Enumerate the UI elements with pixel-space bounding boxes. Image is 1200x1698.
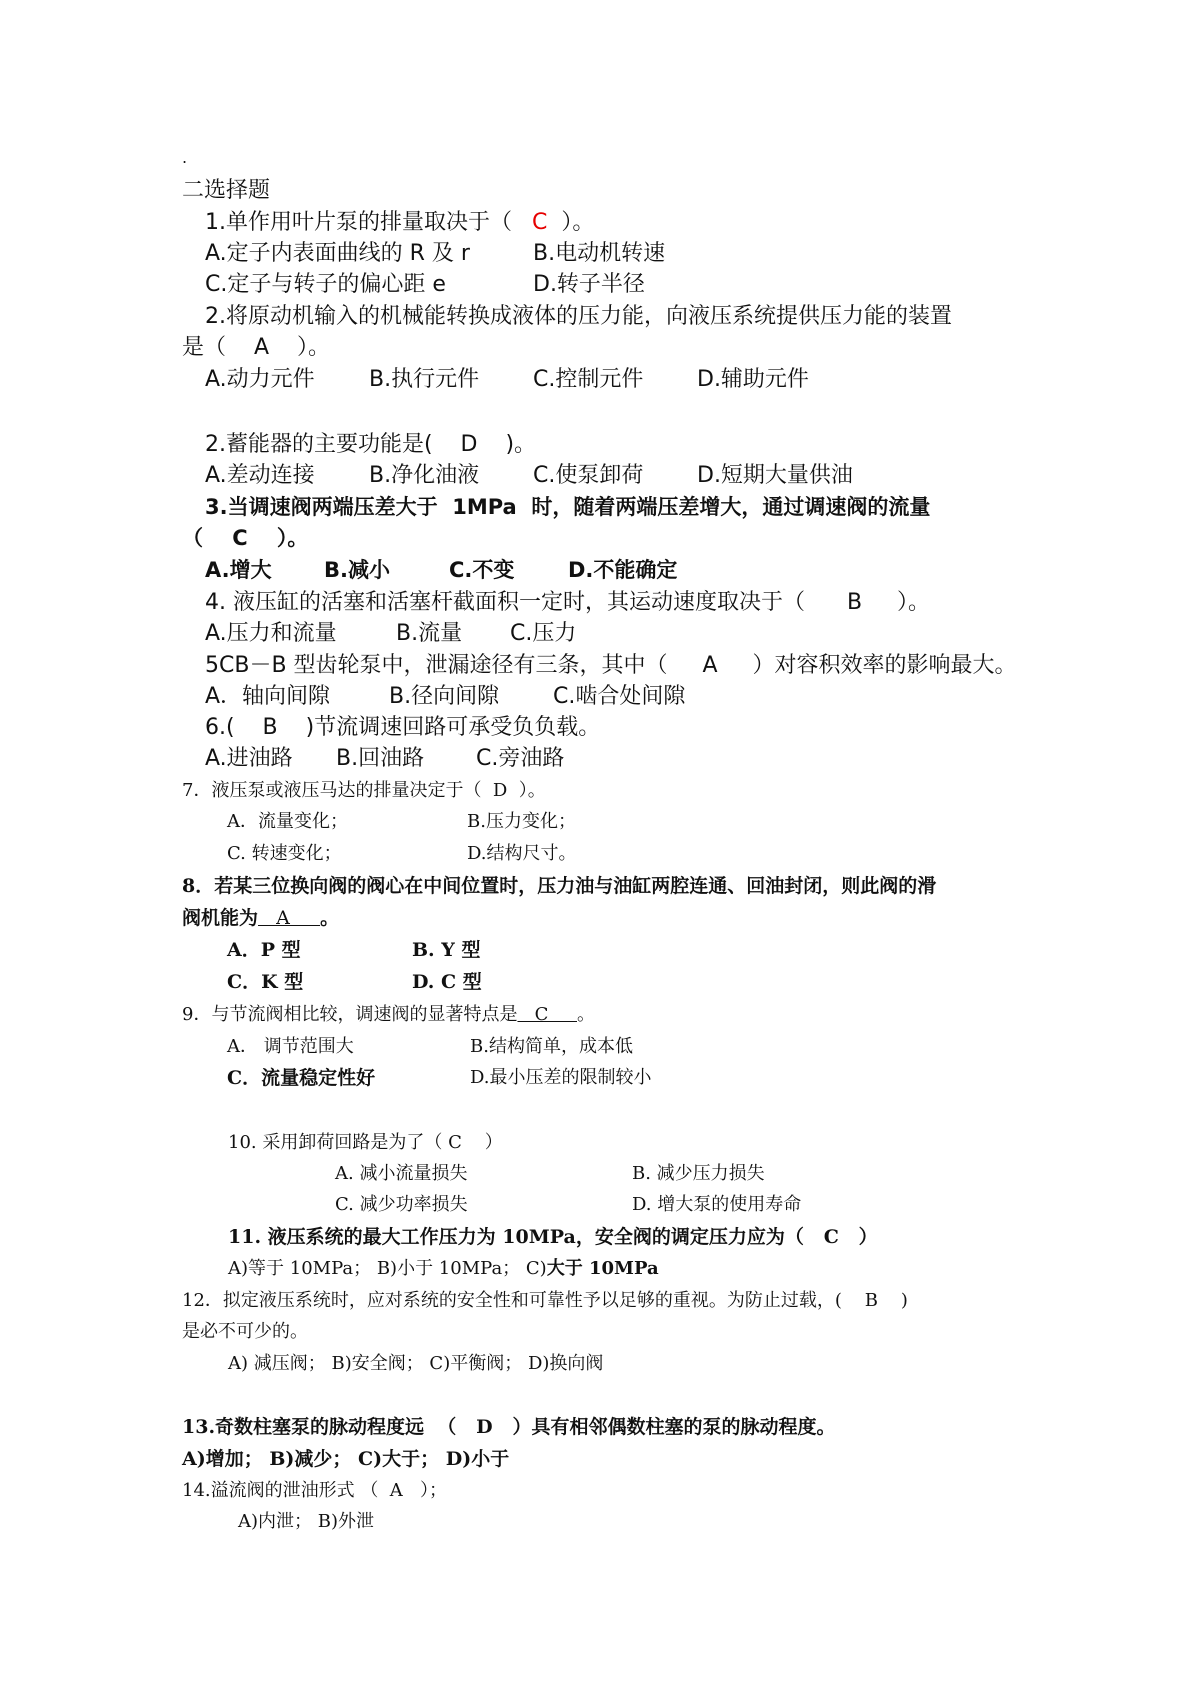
question-4-stem: 4. 液压缸的活塞和活塞杆截面积一定时，其运动速度取决于（ B ）。 [205,590,931,615]
question-9-option-c: C．流量稳定性好 [227,1067,376,1089]
question-1-answer: C [532,210,548,235]
question-8-stem-line-1: 8．若某三位换向阀的阀心在中间位置时，压力油与油缸两腔连通、回油封闭，则此阀的滑 [182,875,937,897]
question-4-option-b: B.流量 [396,621,463,646]
question-2b-option-b: B.净化油液 [369,463,480,488]
question-6-stem: 6.( B )节流调速回路可承受负负载。 [205,715,601,740]
question-5-stem: 5CB－B 型齿轮泵中，泄漏途径有三条，其中（ A ）对容积效率的影响最大。 [205,653,1017,678]
question-11-options-text: A)等于 10MPa； B)小于 10MPa； C) [228,1258,547,1279]
question-3-option-a: A.增大 [205,558,272,582]
question-8-option-d: D. C 型 [412,971,482,993]
question-9-stem [182,1006,595,1024]
question-5-option-c: C.啮合处间隙 [553,684,686,709]
question-2-option-a: A.动力元件 [205,367,315,392]
question-5-option-b: B.径向间隙 [389,684,500,709]
question-14-options: A)内泄； B)外泄 [238,1511,374,1532]
question-2b-option-a: A.差动连接 [205,463,315,488]
question-3-option-c: C.不变 [449,558,515,582]
question-12-stem-line-1: 12．拟定液压系统时，应对系统的安全性和可靠性予以足够的重视。为防止过载，( B ) [182,1290,908,1311]
question-6-option-a: A.进油路 [205,746,293,771]
question-3-stem-line-1: 3.当调速阀两端压差大于 1MPa 时，随着两端压差增大，通过调速阀的流量 [205,495,931,519]
question-8-stem-line-2 [182,909,339,928]
question-1-stem-pre: 1.单作用叶片泵的排量取决于（ [205,210,512,235]
question-8-option-b: B. Y 型 [412,939,481,961]
question-2b-stem: 2.蓄能器的主要功能是( D )。 [205,432,537,457]
question-2b-option-d: D.短期大量供油 [697,463,853,488]
question-11-stem: 11. 液压系统的最大工作压力为 10MPa，安全阀的调定压力应为（ C ） [228,1226,878,1248]
question-7-option-b: B.压力变化； [467,811,576,832]
question-12-stem-line-2: 是必不可少的。 [182,1321,308,1342]
question-8-stem-pre: 阀机能为 [182,907,259,929]
question-10-option-c: C. 减少功率损失 [335,1194,468,1215]
question-13-options: A)增加； B)减少； C)大于； D)小于 [182,1448,510,1470]
question-4-option-a: A.压力和流量 [205,621,337,646]
question-1-option-a: A.定子内表面曲线的 R 及 r [205,241,470,266]
page-dot: . [182,148,188,167]
question-4-option-c: C.压力 [510,621,577,646]
question-10-stem: 10. 采用卸荷回路是为了（ C ） [228,1132,503,1153]
question-1-option-d: D.转子半径 [533,272,645,297]
question-3-option-d: D.不能确定 [568,558,678,582]
question-2-option-d: D.辅助元件 [697,367,809,392]
question-6-option-c: C.旁油路 [476,746,565,771]
section-title: 二选择题 [182,178,271,203]
question-9-stem-post: 。 [577,1004,595,1025]
question-1-option-c: C.定子与转子的偏心距 e [205,272,446,297]
question-2-option-b: B.执行元件 [369,367,480,392]
question-2-stem-line-2: 是（ A ）。 [182,335,330,360]
question-9-stem-pre: 9．与节流阀相比较，调速阀的显著特点是 [182,1004,518,1025]
question-13-stem: 13.奇数柱塞泵的脉动程度远 （ D ）具有相邻偶数柱塞的泵的脉动程度。 [182,1416,836,1438]
question-7-option-a: A．流量变化； [227,811,348,832]
question-7-stem: 7．液压泵或液压马达的排量决定于（ D ）。 [182,780,546,801]
question-10-option-b: B. 减少压力损失 [632,1163,765,1184]
question-1-stem-post: ）。 [561,210,595,235]
question-2-option-c: C.控制元件 [533,367,644,392]
question-9-answer-blank: C [517,1004,577,1025]
question-5-option-a: A．轴向间隙 [205,684,331,709]
question-9-option-a: A． 调节范围大 [227,1036,354,1057]
question-10-option-d: D. 增大泵的使用寿命 [632,1194,802,1215]
question-14-stem: 14.溢流阀的泄油形式 （ A ）； [182,1480,447,1501]
question-8-option-a: A．P 型 [227,939,301,961]
question-8-option-c: C．K 型 [227,971,304,993]
question-7-option-d: D.结构尺寸。 [467,843,577,864]
question-7-option-c: C. 转速变化； [227,843,342,864]
question-11-option-c-bold: 大于 10MPa [546,1258,659,1279]
question-11-options [228,1260,659,1278]
question-3-option-b: B.减小 [324,558,390,582]
question-12-options: A) 减压阀； B)安全阀； C)平衡阀； D)换向阀 [228,1353,604,1374]
question-10-option-a: A. 减小流量损失 [335,1163,468,1184]
question-6-option-b: B.回油路 [336,746,425,771]
question-8-answer-blank: A [258,907,321,929]
question-2-stem-line-1: 2.将原动机输入的机械能转换成液体的压力能，向液压系统提供压力能的装置 [205,304,952,329]
question-8-stem-post: 。 [320,907,340,929]
question-1-stem [205,212,594,234]
question-3-stem-line-2: （ C ）。 [182,526,309,550]
question-1-option-b: B.电动机转速 [533,241,666,266]
question-2b-option-c: C.使泵卸荷 [533,463,644,488]
question-9-option-b: B.结构简单，成本低 [470,1036,633,1057]
question-9-option-d: D.最小压差的限制较小 [470,1067,652,1088]
